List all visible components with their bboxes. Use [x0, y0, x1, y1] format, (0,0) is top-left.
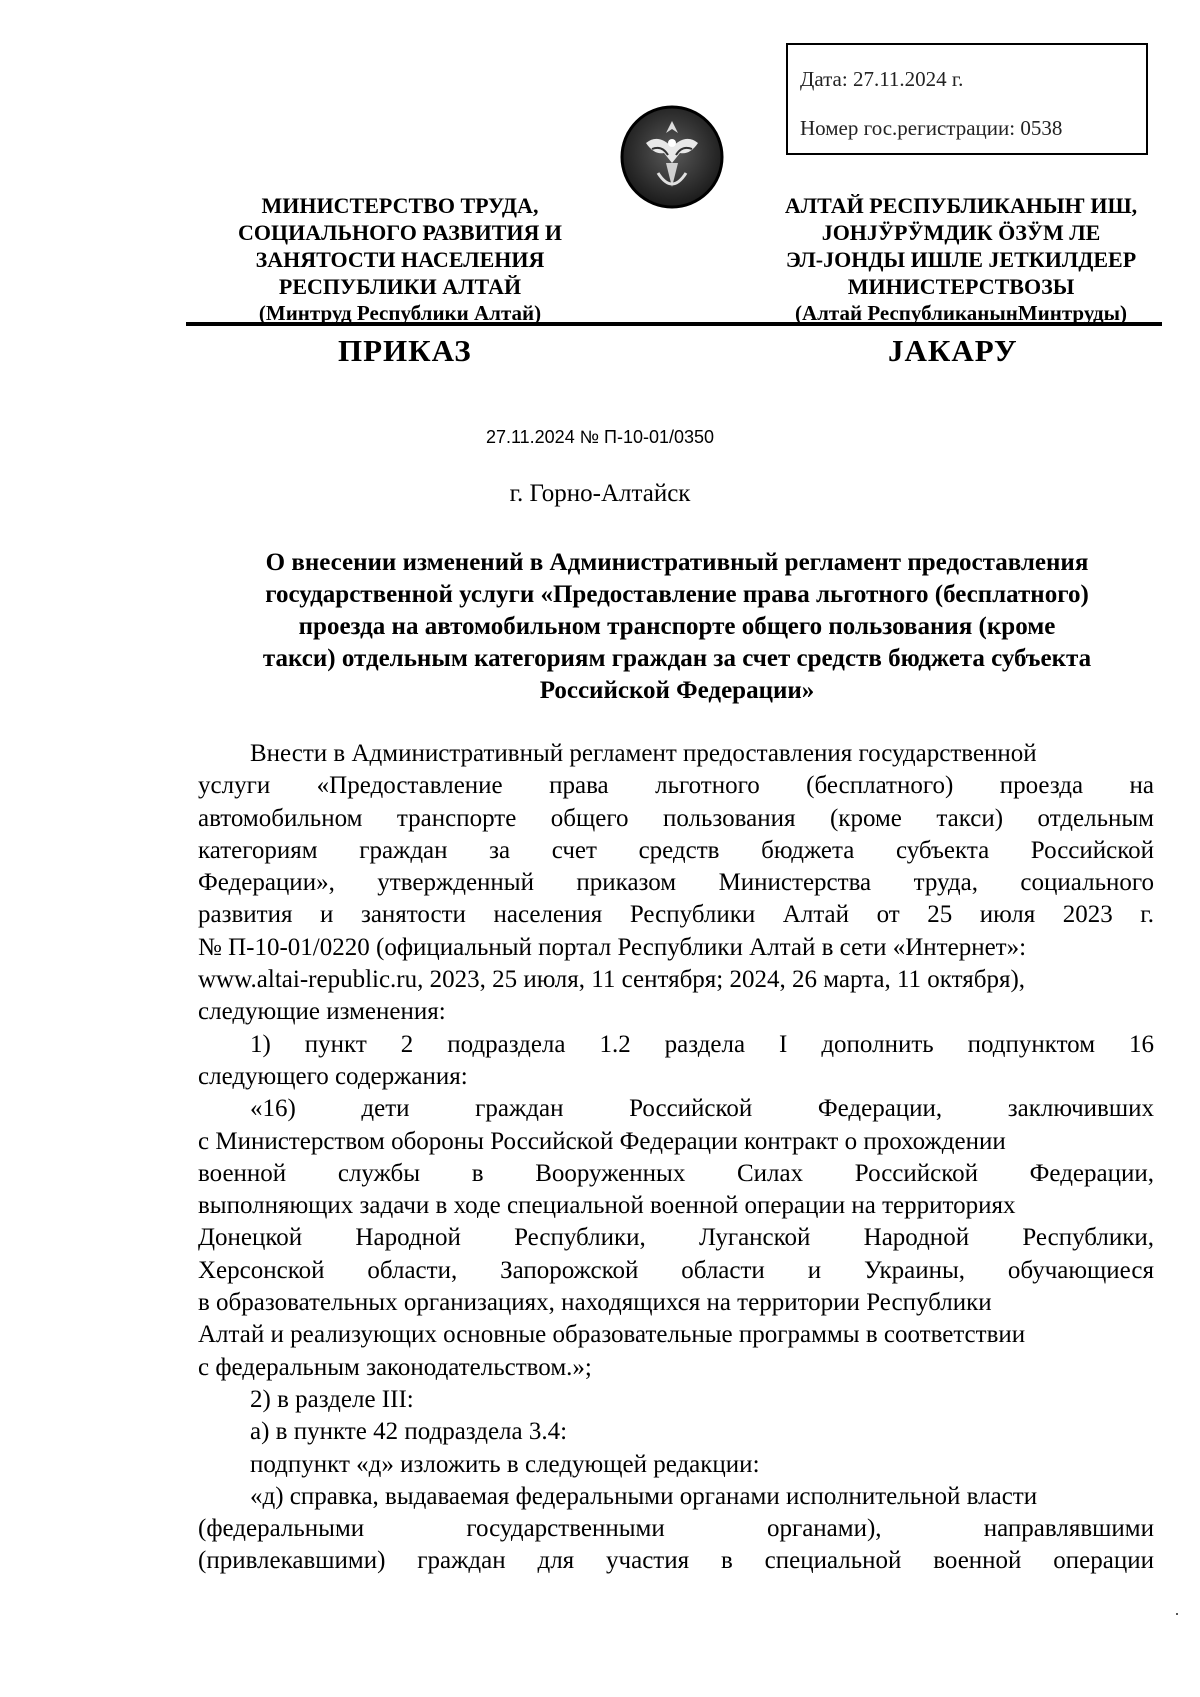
body-line: Алтай и реализующих основные образовательные программы в соответствии [198, 1321, 1026, 1349]
title-line: Российской Федерации» [539, 677, 815, 704]
body-line: следующего содержания: [198, 1062, 468, 1090]
body-line: (привлекавшими) граждан для участия в специальной военной операции [198, 1547, 1154, 1575]
body-line: № П-10-01/0220 (официальный портал Республики Алтай в сети «Интернет»: [198, 933, 1027, 961]
header-line: ЈОНЈӰРӰМДИК ӦЗӰМ ЛЕ [821, 220, 1101, 245]
body-line: (федеральными государственными органами), направлявшими [198, 1515, 1154, 1543]
body-line: в образовательных организациях, находящихся на территории Республики [198, 1289, 992, 1317]
title-line: О внесении изменений в Административный регламент предоставления [265, 549, 1089, 576]
doc-type-russian: ПРИКАЗ [338, 333, 472, 368]
body-line: автомобильном транспорте общего пользования (кроме такси) отдельным [198, 804, 1154, 832]
body-line: Херсонской области, Запорожской области и Украины, обучающиеся [198, 1256, 1154, 1284]
ministry-name-altai [752, 192, 1170, 327]
header-divider [186, 322, 1162, 326]
header-line: ЭЛ-ЈОНДЫ ИШЛЕ ЈЕТКИЛДЕЕР [785, 247, 1137, 272]
title-line: проезда на автомобильном транспорте общего пользования (кроме [298, 613, 1056, 640]
body-line: с федеральным законодательством.»; [198, 1353, 592, 1381]
ministry-name-russian [200, 192, 600, 327]
body-line: а) в пункте 42 подраздела 3.4: [250, 1418, 568, 1446]
ministry-abbreviation-altai: (Алтай РеспубликанынМинтруды) [794, 301, 1128, 325]
document-title [196, 547, 1158, 707]
body-line: категориям граждан за счет средств бюджета субъекта Российской [198, 836, 1154, 864]
body-line: «д) справка, выдаваемая федеральными органами исполнительной власти [250, 1482, 1038, 1510]
header-line: АЛТАЙ РЕСПУБЛИКАНЫҤ ИШ, [784, 193, 1138, 218]
title-line: такси) отдельным категориям граждан за счет средств бюджета субъекта [262, 645, 1092, 672]
body-line: «16) дети граждан Российской Федерации, заключивших [250, 1095, 1154, 1123]
header-line: РЕСПУБЛИКИ АЛТАЙ [278, 274, 522, 299]
body-line: www.altai-republic.ru, 2023, 25 июля, 11 сентября; 2024, 26 марта, 11 октября), [198, 966, 1026, 994]
doc-type-altai: ЈАКАРУ [888, 333, 1018, 368]
coat-of-arms-emblem [618, 103, 726, 211]
body-line: 2) в разделе III: [250, 1385, 414, 1413]
body-line: подпункт «д» изложить в следующей редакции: [250, 1450, 760, 1478]
header-line: МИНИСТЕРСТВОЗЫ [847, 274, 1075, 299]
body-line: следующие изменения: [198, 998, 446, 1026]
body-line: Внести в Административный регламент предоставления государственной [250, 740, 1037, 767]
city-name: г. Горно-Алтайск [509, 480, 691, 507]
header-line: ЗАНЯТОСТИ НАСЕЛЕНИЯ [255, 247, 545, 272]
header-line: СОЦИАЛЬНОГО РАЗВИТИЯ И [238, 220, 562, 245]
body-line: услуги «Предоставление права льготного (бесплатного) проезда на [198, 772, 1154, 800]
body-line: Федерации», утвержденный приказом Министерства труда, социального [198, 869, 1154, 897]
document-body [198, 738, 1154, 1578]
body-line: с Министерством обороны Российской Федерации контракт о прохождении [198, 1127, 1006, 1155]
registration-stamp [786, 43, 1148, 155]
registration-date: Дата: 27.11.2024 г. [800, 67, 964, 91]
header-line: МИНИСТЕРСТВО ТРУДА, [261, 193, 539, 218]
body-line: военной службы в Вооруженных Силах Российской Федерации, [198, 1159, 1154, 1187]
registration-number: Номер гос.регистрации: 0538 [800, 116, 1063, 140]
body-line: Донецкой Народной Республики, Луганской Народной Республики, [198, 1224, 1154, 1252]
scan-speck [1176, 1613, 1178, 1615]
body-line: выполняющих задачи в ходе специальной военной операции на территориях [198, 1192, 1016, 1220]
body-line: развития и занятости населения Республики Алтай от 25 июля 2023 г. [198, 901, 1154, 929]
order-number: 27.11.2024 № П-10-01/0350 [485, 427, 715, 447]
ministry-abbreviation-russian: (Минтруд Республики Алтай) [258, 301, 542, 325]
body-line: 1) пункт 2 подраздела 1.2 раздела I дополнить подпунктом 16 [250, 1030, 1154, 1058]
title-line: государственной услуги «Предоставление права льготного (бесплатного) [265, 581, 1089, 608]
